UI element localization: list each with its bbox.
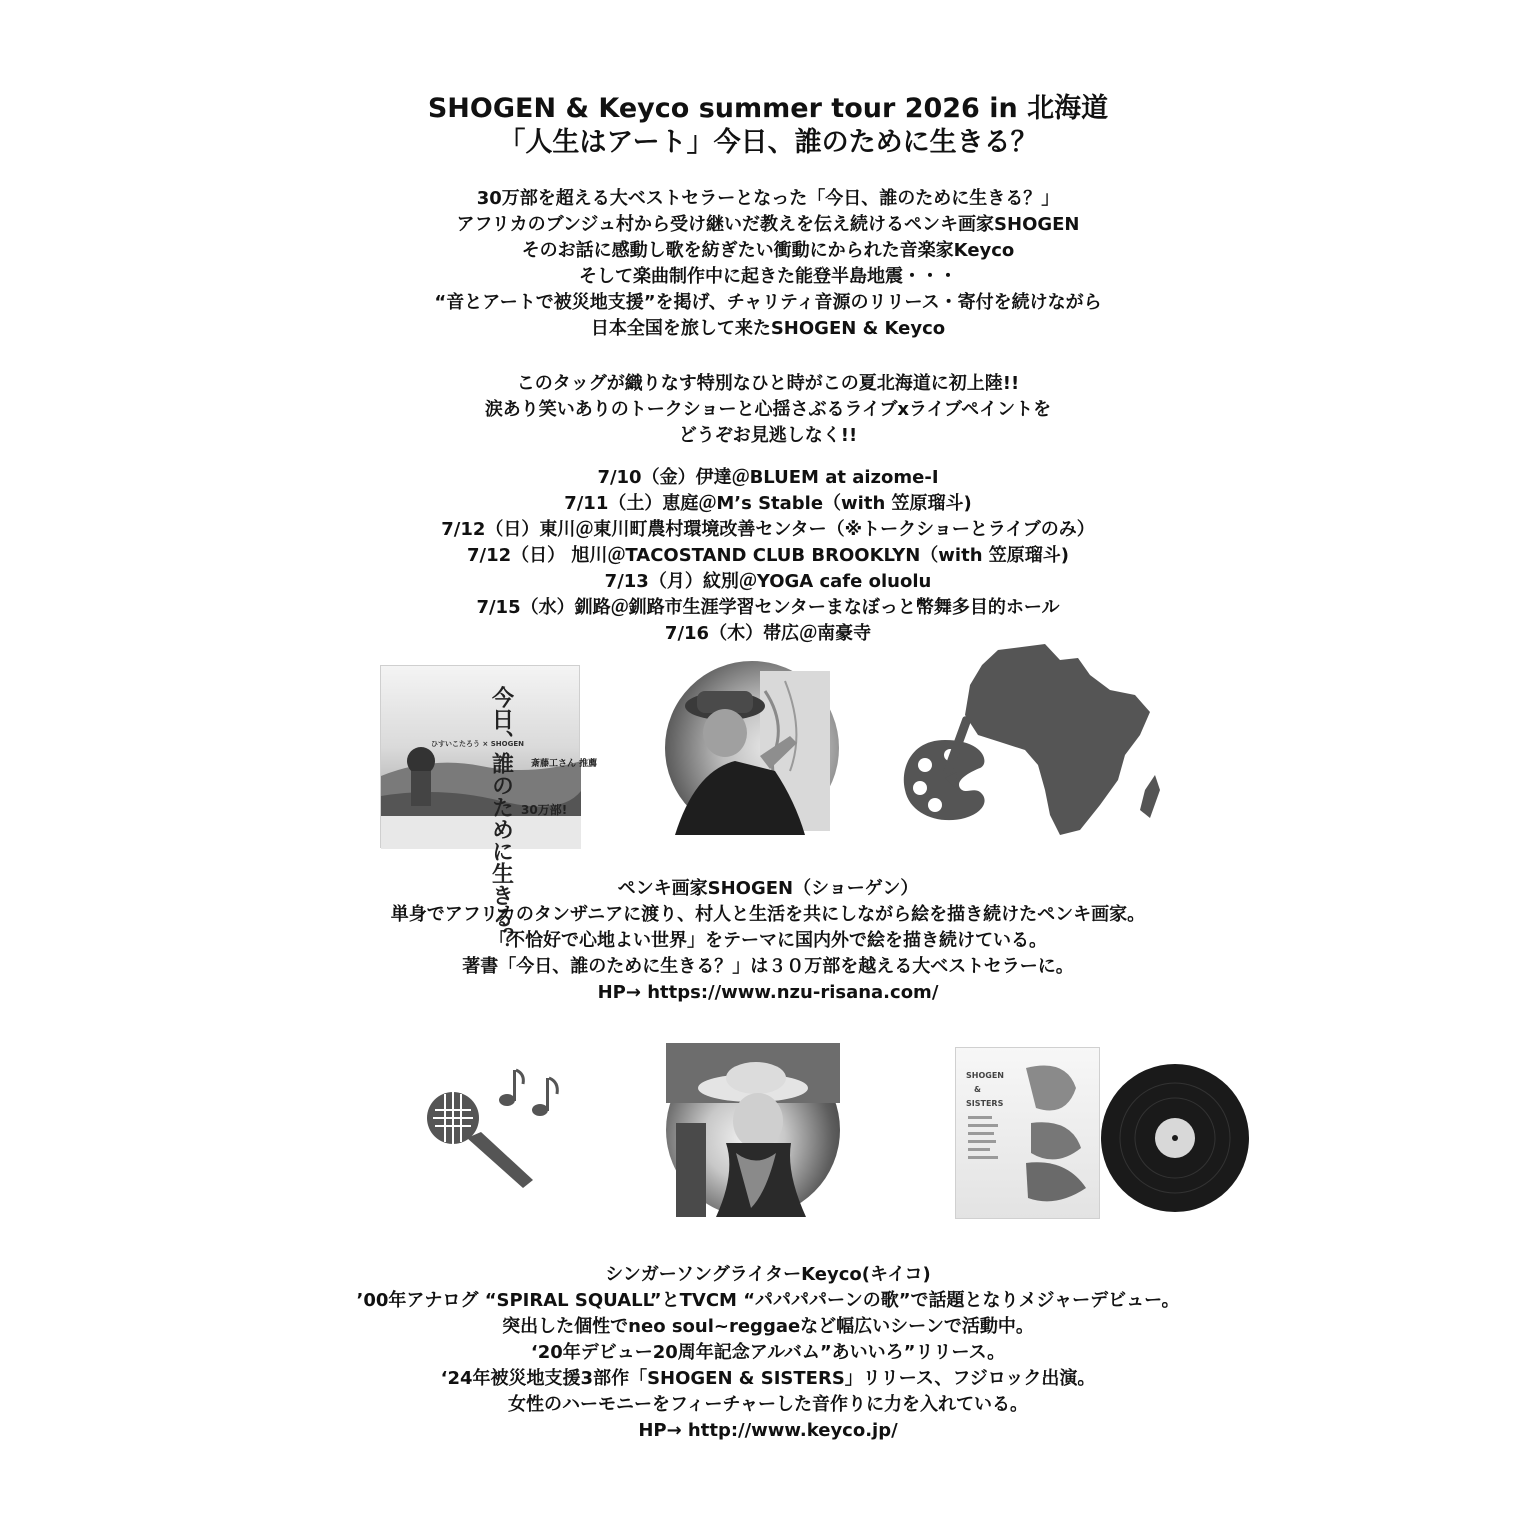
- music-notes-icon-svg: [495, 1060, 570, 1120]
- intro-line: そして楽曲制作中に起きた能登半島地震・・・: [579, 266, 957, 287]
- vinyl-record-art: [1100, 1063, 1250, 1213]
- invitation-line: このタッグが織りなす特別なひと時がこの夏北海道に初上陸!!: [516, 373, 1020, 394]
- svg-text:今日、誰のために生きる？: 今日、誰のために生きる？: [488, 686, 514, 950]
- shogen-hp-link[interactable]: HP→ https://www.nzu-risana.com/: [597, 982, 939, 1003]
- tour-schedule: [0, 465, 1536, 647]
- svg-text:&: &: [974, 1085, 981, 1094]
- schedule-item: 7/11（土）恵庭＠M’s Stable（with 笠原瑠斗): [564, 493, 972, 514]
- africa-map-icon: [960, 640, 1165, 845]
- book-cover-image: [380, 665, 598, 950]
- africa-map-icon-svg: [960, 640, 1165, 845]
- intro-line: “音とアートで被災地支援”を掲げ、チャリティ音源のリリース・寄付を続けながら: [434, 292, 1102, 313]
- svg-text:ひすいこたろう × SHOGEN: ひすいこたろう × SHOGEN: [431, 740, 524, 748]
- svg-text:SISTERS: SISTERS: [966, 1099, 1004, 1108]
- shogen-bio-line: 著書「今日、誰のために生きる？」は３０万部を越える大ベストセラーに。: [462, 956, 1074, 977]
- shogen-bio: [0, 876, 1536, 1006]
- album-cover-art: [956, 1048, 1101, 1220]
- intro-line: 30万部を超える大ベストセラーとなった「今日、誰のために生きる？」: [476, 188, 1060, 209]
- intro-line: そのお話に感動し歌を紡ぎたい衝動にかられた音楽家Keyco: [521, 240, 1015, 261]
- invitation-line: 涙あり笑いありのトークショーと心揺さぶるライブxライブペイントを: [484, 399, 1052, 420]
- keyco-bio-heading: シンガーソングライターKeyco(キイコ): [605, 1264, 931, 1285]
- vinyl-record-image: [1100, 1063, 1250, 1213]
- shogen-bio-line: 「不恰好で心地よい世界」をテーマに国内外で絵を描き続けている。: [489, 930, 1047, 951]
- title-line-2: 「人生はアート」今日、誰のために生きる？: [498, 127, 1038, 158]
- keyco-bio-line: ‘24年被災地支援3部作「SHOGEN & SISTERS」リリース、フジロック出演。: [440, 1368, 1096, 1389]
- intro-paragraph: [0, 186, 1536, 342]
- schedule-item: 7/10（金）伊達＠BLUEM at aizome-I: [597, 467, 939, 488]
- keyco-bio-line: 突出した個性でneo soul~reggaeなど幅広いシーンで活動中。: [502, 1316, 1034, 1337]
- keyco-bio: [0, 1262, 1536, 1444]
- invitation-line: どうぞお見逃しなく!!: [678, 425, 858, 446]
- shogen-bio-line: 単身でアフリカのタンザニアに渡り、村人と生活を共にしながら絵を描き続けたペンキ画家。: [390, 904, 1146, 925]
- schedule-item: 7/16（木）帯広＠南豪寺: [664, 623, 872, 644]
- svg-text:30万部!: 30万部!: [521, 803, 568, 817]
- keyco-bio-line: ’00年アナログ “SPIRAL SQUALL”とTVCM “パパパパーンの歌”で話題となりメジャーデビュー。: [356, 1290, 1180, 1311]
- keyco-photo-art: [666, 1043, 840, 1217]
- keyco-hp-link[interactable]: HP→ http://www.keyco.jp/: [638, 1420, 898, 1441]
- schedule-item: 7/15（水）釧路＠釧路市生涯学習センターまなぼっと幣舞多目的ホール: [476, 597, 1060, 618]
- svg-text:SHOGEN: SHOGEN: [966, 1071, 1004, 1080]
- svg-text:斎藤工さん 推薦: 斎藤工さん 推薦: [531, 759, 598, 769]
- title-line-1: SHOGEN & Keyco summer tour 2026 in 北海道: [427, 93, 1109, 124]
- keyco-bio-line: 女性のハーモニーをフィーチャーした音作りに力を入れている。: [507, 1394, 1029, 1415]
- schedule-item: 7/12（日）東川＠東川町農村環境改善センター（※トークショーとライブのみ）: [441, 519, 1095, 540]
- keyco-photo: [666, 1043, 840, 1217]
- album-cover-image: [955, 1047, 1100, 1219]
- intro-line: 日本全国を旅して来たSHOGEN & Keyco: [590, 318, 946, 339]
- shogen-photo: [665, 661, 839, 835]
- intro-invitation: [0, 371, 1536, 449]
- intro-line: アフリカのブンジュ村から受け継いだ教えを伝え続けるペンキ画家SHOGEN: [456, 214, 1080, 235]
- schedule-item: 7/13（月）紋別＠YOGA cafe oluolu: [604, 571, 932, 592]
- keyco-bio-line: ‘20年デビュー20周年記念アルバム”あいいろ”リリース。: [530, 1342, 1006, 1363]
- schedule-item: 7/12（日） 旭川＠TACOSTAND CLUB BROOKLYN（with 笠原瑠斗): [466, 545, 1070, 566]
- event-title: [0, 92, 1536, 160]
- music-notes-icon: [495, 1060, 570, 1120]
- book-cover-art: [381, 666, 598, 950]
- shogen-photo-art: [665, 661, 839, 835]
- shogen-bio-heading: ペンキ画家SHOGEN（ショーゲン）: [617, 878, 919, 899]
